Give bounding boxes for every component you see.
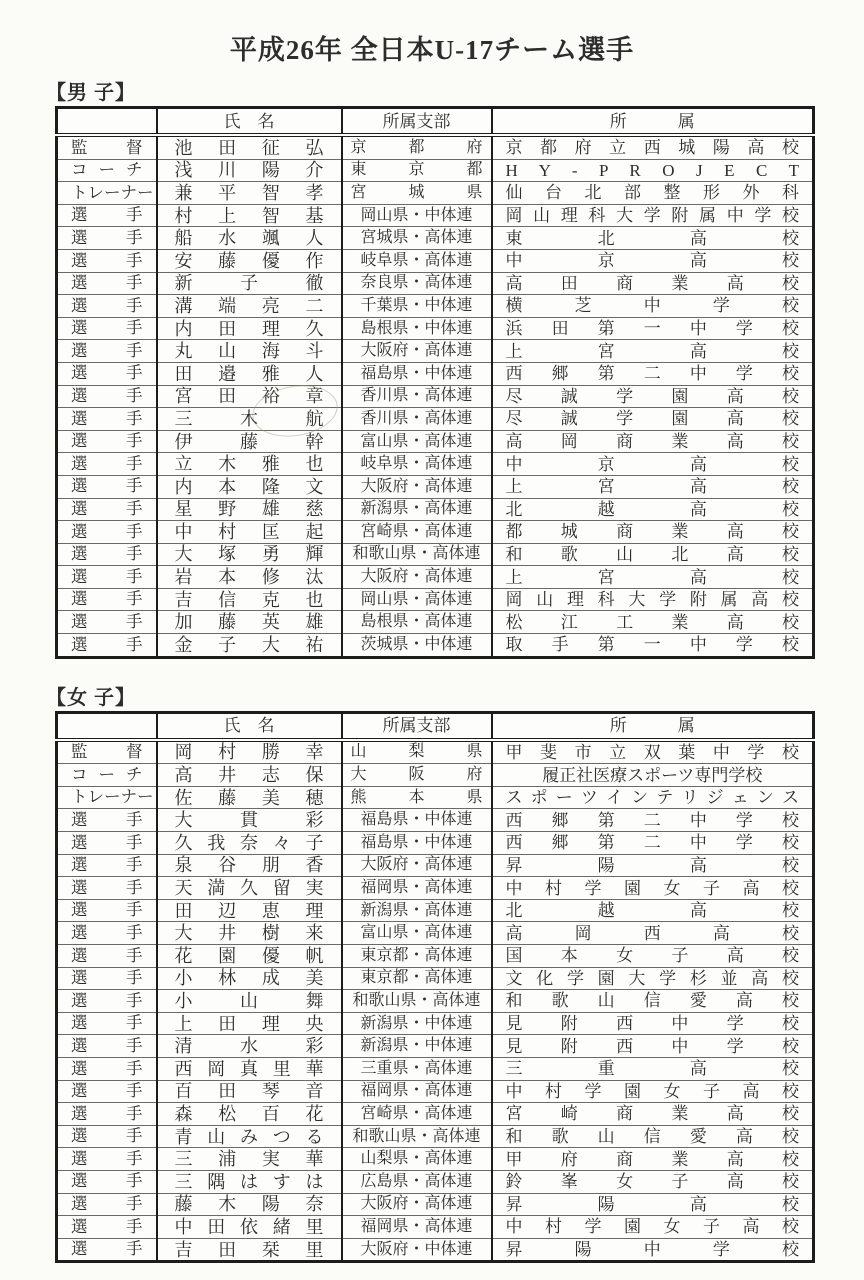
- table-row: [57, 967, 814, 990]
- affiliation-cell: H Y - P R O J E C T: [492, 159, 814, 182]
- role-cell: トレーナー: [57, 182, 157, 205]
- name-cell: 森 松 百 花: [157, 1103, 342, 1126]
- affiliation-cell: 京 都 府 立 西 城 陽 高 校: [492, 135, 814, 159]
- column-header-affiliation: 所 属: [492, 712, 814, 740]
- role-cell: 選 手: [57, 1012, 157, 1035]
- branch-cell: 福島県・中体連: [342, 809, 492, 832]
- table-row: [57, 786, 814, 809]
- name-cell: 船 水 颯 人: [157, 227, 342, 250]
- branch-cell: 和歌山県・高体連: [342, 1125, 492, 1148]
- table-row: [57, 543, 814, 566]
- name-cell: 吉 田 栞 里: [157, 1238, 342, 1262]
- table-row: [57, 295, 814, 318]
- name-cell: 三 木 航: [157, 408, 342, 431]
- name-cell: 加 藤 英 雄: [157, 611, 342, 634]
- role-cell: 選 手: [57, 408, 157, 431]
- header-row: [57, 712, 814, 740]
- table-row: [57, 877, 814, 900]
- role-cell: 選 手: [57, 1125, 157, 1148]
- name-cell: 浅 川 陽 介: [157, 159, 342, 182]
- branch-cell: 宮 城 県: [342, 182, 492, 205]
- column-header-branch: 所属支部: [342, 108, 492, 136]
- role-cell: 選 手: [57, 1216, 157, 1239]
- branch-cell: 新潟県・高体連: [342, 498, 492, 521]
- table-row: [57, 611, 814, 634]
- branch-cell: 山 梨 県: [342, 740, 492, 764]
- name-cell: 金 子 大 祐: [157, 634, 342, 658]
- column-header-role: [57, 108, 157, 136]
- affiliation-cell: 履正社医療スポーツ専門学校: [492, 764, 814, 787]
- role-cell: 選 手: [57, 317, 157, 340]
- branch-cell: 島根県・中体連: [342, 317, 492, 340]
- name-cell: 三 浦 実 華: [157, 1148, 342, 1171]
- branch-cell: 富山県・高体連: [342, 922, 492, 945]
- table-row: [57, 1238, 814, 1262]
- table-row: [57, 899, 814, 922]
- roster-table-women: [55, 711, 815, 1264]
- affiliation-cell: 昇 陽 高 校: [492, 854, 814, 877]
- name-cell: 安 藤 優 作: [157, 249, 342, 272]
- role-cell: 選 手: [57, 634, 157, 658]
- role-cell: 選 手: [57, 967, 157, 990]
- role-cell: 選 手: [57, 990, 157, 1013]
- name-cell: 藤 木 陽 奈: [157, 1193, 342, 1216]
- role-cell: 選 手: [57, 1080, 157, 1103]
- role-cell: 選 手: [57, 362, 157, 385]
- role-cell: 監 督: [71, 137, 143, 157]
- affiliation-cell: 松 江 工 業 高 校: [492, 611, 814, 634]
- table-row: [57, 990, 814, 1013]
- affiliation-cell: 見 附 西 中 学 校: [492, 1012, 814, 1035]
- role-cell: 選 手: [57, 611, 157, 634]
- affiliation-cell: 鈴 峯 女 子 高 校: [492, 1170, 814, 1193]
- affiliation-cell: 宮 崎 商 業 高 校: [492, 1103, 814, 1126]
- name-cell: 大 塚 勇 輝: [157, 543, 342, 566]
- affiliation-cell: 中 村 学 園 女 子 高 校: [492, 877, 814, 900]
- affiliation-cell: ス ポ ー ツ イ ン テ リ ジ ェ ン ス: [492, 786, 814, 809]
- affiliation-cell: 都 城 商 業 高 校: [492, 521, 814, 544]
- table-row: [57, 453, 814, 476]
- table-row: [57, 922, 814, 945]
- page-title: 平成26年 全日本U-17チーム選手: [229, 35, 635, 65]
- affiliation-cell: 上 宮 高 校: [492, 566, 814, 589]
- table-row: [57, 135, 814, 159]
- name-cell: 岩 本 修 汰: [157, 566, 342, 589]
- branch-cell: 和歌山県・高体連: [342, 990, 492, 1013]
- affiliation-cell: 浜 田 第 一 中 学 校: [492, 317, 814, 340]
- branch-cell: 東京都・高体連: [342, 967, 492, 990]
- role-cell: 選 手: [57, 204, 157, 227]
- role-cell: 選 手: [57, 832, 157, 855]
- affiliation-cell: 見 附 西 中 学 校: [492, 1035, 814, 1058]
- name-cell: 久 我 奈 々 子: [157, 832, 342, 855]
- table-row: [57, 317, 814, 340]
- branch-cell: 和歌山県・高体連: [342, 543, 492, 566]
- affiliation-cell: 文 化 学 園 大 学 杉 並 高 校: [492, 967, 814, 990]
- table-row: [57, 854, 814, 877]
- table-row: [57, 832, 814, 855]
- table-row: [57, 566, 814, 589]
- branch-cell: 東 京 都: [342, 159, 492, 182]
- branch-cell: 三重県・高体連: [342, 1057, 492, 1080]
- branch-cell: 大阪府・高体連: [342, 475, 492, 498]
- branch-cell: 奈良県・高体連: [342, 272, 492, 295]
- branch-cell: 山梨県・高体連: [342, 1148, 492, 1171]
- branch-cell: 福岡県・高体連: [342, 877, 492, 900]
- role-cell: トレーナー: [57, 786, 157, 809]
- section-label-women: 【女 子】: [46, 686, 136, 709]
- table-row: [57, 475, 814, 498]
- affiliation-cell: 岡 山 理 科 大 学 附 属 高 校: [492, 588, 814, 611]
- role-cell: 選 手: [57, 1057, 157, 1080]
- role-cell: 選 手: [57, 588, 157, 611]
- name-cell: 内 田 理 久: [157, 317, 342, 340]
- name-cell: 百 田 琴 音: [157, 1080, 342, 1103]
- role-cell: 選 手: [57, 430, 157, 453]
- table-row: [57, 1035, 814, 1058]
- table-row: [57, 521, 814, 544]
- branch-cell: 福岡県・高体連: [342, 1216, 492, 1239]
- affiliation-cell: 西 郷 第 二 中 学 校: [492, 362, 814, 385]
- column-header-role: [57, 712, 157, 740]
- role-cell: 選 手: [57, 475, 157, 498]
- role-cell: 選 手: [57, 340, 157, 363]
- name-cell: 池 田 征 弘: [157, 135, 342, 159]
- affiliation-cell: 上 宮 高 校: [492, 340, 814, 363]
- table-row: [57, 809, 814, 832]
- branch-cell: 大阪府・高体連: [342, 1193, 492, 1216]
- table-row: [57, 1148, 814, 1171]
- affiliation-cell: 中 村 学 園 女 子 高 校: [492, 1080, 814, 1103]
- role-cell: 選 手: [57, 385, 157, 408]
- table-row: [57, 1125, 814, 1148]
- branch-cell: 宮城県・高体連: [342, 227, 492, 250]
- name-cell: 溝 端 亮 二: [157, 295, 342, 318]
- table-row: [57, 182, 814, 205]
- affiliation-cell: 仙 台 北 部 整 形 外 科: [492, 182, 814, 205]
- affiliation-cell: 昇 陽 高 校: [492, 1193, 814, 1216]
- affiliation-cell: 北 越 高 校: [492, 899, 814, 922]
- affiliation-cell: 中 村 学 園 女 子 高 校: [492, 1216, 814, 1239]
- name-cell: 伊 藤 幹: [157, 430, 342, 453]
- table-row: [57, 1080, 814, 1103]
- branch-cell: 大阪府・中体連: [342, 1238, 492, 1262]
- role-cell: 選 手: [57, 945, 157, 968]
- role-cell: 選 手: [57, 295, 157, 318]
- branch-cell: 大阪府・高体連: [342, 854, 492, 877]
- affiliation-cell: 取 手 第 一 中 学 校: [492, 634, 814, 658]
- branch-cell: 新潟県・高体連: [342, 899, 492, 922]
- name-cell: 西 岡 真 里 華: [157, 1057, 342, 1080]
- affiliation-cell: 高 岡 商 業 高 校: [492, 430, 814, 453]
- affiliation-cell: 国 本 女 子 高 校: [492, 945, 814, 968]
- affiliation-cell: 高 田 商 業 高 校: [492, 272, 814, 295]
- column-header-name: 氏 名: [157, 712, 342, 740]
- name-cell: 内 本 隆 文: [157, 475, 342, 498]
- table-row: [57, 1012, 814, 1035]
- table-row: [57, 1057, 814, 1080]
- name-cell: 吉 信 克 也: [157, 588, 342, 611]
- affiliation-cell: 中 京 高 校: [492, 249, 814, 272]
- table-row: [57, 1170, 814, 1193]
- affiliation-cell: 西 郷 第 二 中 学 校: [492, 809, 814, 832]
- affiliation-cell: 西 郷 第 二 中 学 校: [492, 832, 814, 855]
- name-cell: 高 井 志 保: [157, 764, 342, 787]
- table-row: [57, 1103, 814, 1126]
- role-cell: 選 手: [57, 809, 157, 832]
- branch-cell: 大阪府・高体連: [342, 566, 492, 589]
- branch-cell: 宮崎県・高体連: [342, 521, 492, 544]
- role-cell: コ ー チ: [57, 764, 157, 787]
- branch-cell: 香川県・高体連: [342, 408, 492, 431]
- table-row: [57, 340, 814, 363]
- table-row: [57, 1216, 814, 1239]
- name-cell: 丸 山 海 斗: [157, 340, 342, 363]
- role-cell: 選 手: [57, 1103, 157, 1126]
- table-row: [57, 430, 814, 453]
- branch-cell: 千葉県・中体連: [342, 295, 492, 318]
- branch-cell: 福岡県・高体連: [342, 1080, 492, 1103]
- affiliation-cell: 高 岡 西 高 校: [492, 922, 814, 945]
- name-cell: 兼 平 智 孝: [157, 182, 342, 205]
- role-cell: 選 手: [57, 521, 157, 544]
- role-cell: 選 手: [57, 566, 157, 589]
- name-cell: 青 山 み つ る: [157, 1125, 342, 1148]
- role-cell: 選 手: [57, 1170, 157, 1193]
- branch-cell: 岡山県・中体連: [342, 204, 492, 227]
- table-row: [57, 764, 814, 787]
- name-cell: 新 子 徹: [157, 272, 342, 295]
- name-cell: 天 満 久 留 実: [157, 877, 342, 900]
- name-cell: 花 園 優 帆: [157, 945, 342, 968]
- affiliation-cell: 甲 斐 市 立 双 葉 中 学 校: [492, 740, 814, 764]
- table-row: [57, 249, 814, 272]
- table-row: [57, 740, 814, 764]
- role-cell: 選 手: [57, 1148, 157, 1171]
- affiliation-cell: 横 芝 中 学 校: [492, 295, 814, 318]
- table-row: [57, 1193, 814, 1216]
- branch-cell: 岐阜県・高体連: [342, 249, 492, 272]
- table-row: [57, 945, 814, 968]
- name-cell: 泉 谷 朋 香: [157, 854, 342, 877]
- name-cell: 村 上 智 基: [157, 204, 342, 227]
- role-cell: 選 手: [57, 1238, 157, 1262]
- section-label-men: 【男 子】: [46, 82, 136, 104]
- affiliation-cell: 東 北 高 校: [492, 227, 814, 250]
- name-cell: 小 林 成 美: [157, 967, 342, 990]
- branch-cell: 広島県・高体連: [342, 1170, 492, 1193]
- table-row: [57, 408, 814, 431]
- name-cell: 中 田 依 緒 里: [157, 1216, 342, 1239]
- role-cell: 選 手: [57, 453, 157, 476]
- role-cell: 選 手: [57, 249, 157, 272]
- branch-cell: 岡山県・高体連: [342, 588, 492, 611]
- branch-cell: 熊 本 県: [342, 786, 492, 809]
- table-row: [57, 159, 814, 182]
- name-cell: 清 水 彩: [157, 1035, 342, 1058]
- affiliation-cell: 和 歌 山 信 愛 高 校: [492, 990, 814, 1013]
- name-cell: 田 辺 恵 理: [157, 899, 342, 922]
- header-row: [57, 108, 814, 136]
- name-cell: 中 村 匡 起: [157, 521, 342, 544]
- affiliation-cell: 北 越 高 校: [492, 498, 814, 521]
- branch-cell: 福島県・中体連: [342, 362, 492, 385]
- affiliation-cell: 昇 陽 中 学 校: [492, 1238, 814, 1262]
- table-row: [57, 362, 814, 385]
- name-cell: 岡 村 勝 幸: [157, 740, 342, 764]
- name-cell: 星 野 雄 慈: [157, 498, 342, 521]
- role-cell: 選 手: [57, 543, 157, 566]
- role-cell: 監 督: [71, 742, 143, 762]
- affiliation-cell: 和 歌 山 北 高 校: [492, 543, 814, 566]
- branch-cell: 新潟県・中体連: [342, 1035, 492, 1058]
- affiliation-cell: 甲 府 商 業 高 校: [492, 1148, 814, 1171]
- branch-cell: 大 阪 府: [342, 764, 492, 787]
- role-cell: コ ー チ: [57, 159, 157, 182]
- name-cell: 上 田 理 央: [157, 1012, 342, 1035]
- branch-cell: 新潟県・中体連: [342, 1012, 492, 1035]
- role-cell: 選 手: [57, 227, 157, 250]
- branch-cell: 香川県・高体連: [342, 385, 492, 408]
- role-cell: 選 手: [57, 922, 157, 945]
- affiliation-cell: 尽 誠 学 園 高 校: [492, 408, 814, 431]
- role-cell: 選 手: [57, 1035, 157, 1058]
- branch-cell: 富山県・高体連: [342, 430, 492, 453]
- affiliation-cell: 中 京 高 校: [492, 453, 814, 476]
- branch-cell: 岐阜県・高体連: [342, 453, 492, 476]
- role-cell: 選 手: [57, 854, 157, 877]
- affiliation-cell: 尽 誠 学 園 高 校: [492, 385, 814, 408]
- branch-cell: 京 都 府: [342, 135, 492, 159]
- branch-cell: 東京都・高体連: [342, 945, 492, 968]
- role-cell: 選 手: [57, 899, 157, 922]
- branch-cell: 島根県・高体連: [342, 611, 492, 634]
- branch-cell: 宮崎県・高体連: [342, 1103, 492, 1126]
- name-cell: 大 井 樹 来: [157, 922, 342, 945]
- table-row: [57, 498, 814, 521]
- affiliation-cell: 三 重 高 校: [492, 1057, 814, 1080]
- column-header-branch: 所属支部: [342, 712, 492, 740]
- role-cell: 選 手: [57, 1193, 157, 1216]
- table-row: [57, 227, 814, 250]
- name-cell: 立 木 雅 也: [157, 453, 342, 476]
- name-cell: 宮 田 裕 章: [157, 385, 342, 408]
- affiliation-cell: 岡 山 理 科 大 学 附 属 中 学 校: [492, 204, 814, 227]
- role-cell: 選 手: [57, 272, 157, 295]
- table-row: [57, 272, 814, 295]
- name-cell: 三 隅 は す は: [157, 1170, 342, 1193]
- branch-cell: 福島県・中体連: [342, 832, 492, 855]
- table-row: [57, 204, 814, 227]
- role-cell: 選 手: [57, 877, 157, 900]
- role-cell: 選 手: [57, 498, 157, 521]
- name-cell: 田 邉 雅 人: [157, 362, 342, 385]
- table-row: [57, 385, 814, 408]
- column-header-affiliation: 所 属: [492, 108, 814, 136]
- roster-table-men: [55, 106, 815, 659]
- column-header-name: 氏 名: [157, 108, 342, 136]
- table-row: [57, 588, 814, 611]
- name-cell: 大 貫 彩: [157, 809, 342, 832]
- affiliation-cell: 上 宮 高 校: [492, 475, 814, 498]
- table-row: [57, 634, 814, 658]
- affiliation-cell: 和 歌 山 信 愛 高 校: [492, 1125, 814, 1148]
- name-cell: 佐 藤 美 穂: [157, 786, 342, 809]
- branch-cell: 茨城県・中体連: [342, 634, 492, 658]
- name-cell: 小 山 舞: [157, 990, 342, 1013]
- branch-cell: 大阪府・高体連: [342, 340, 492, 363]
